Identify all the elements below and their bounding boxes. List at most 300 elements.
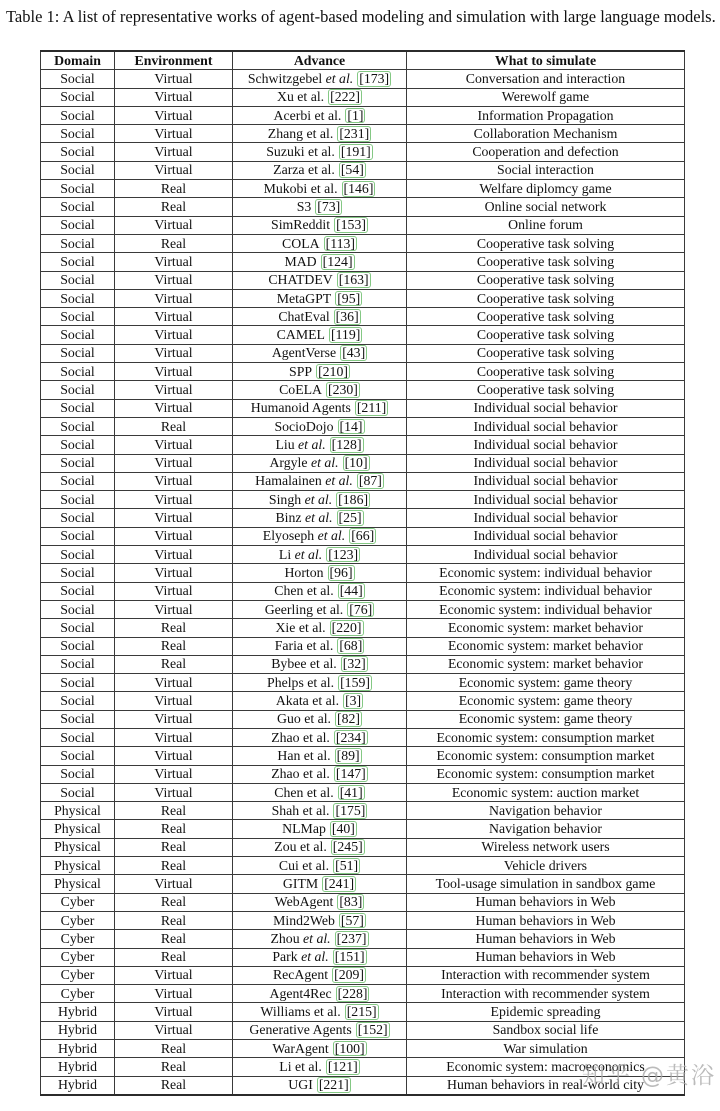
table-row bbox=[41, 143, 685, 161]
table-row bbox=[41, 527, 685, 545]
table-row bbox=[41, 857, 685, 875]
domain-cell: Social bbox=[41, 326, 115, 344]
et-al-text: et al. bbox=[304, 144, 335, 160]
environment-cell: Virtual bbox=[115, 253, 233, 271]
table-row bbox=[41, 381, 685, 399]
what-to-simulate-cell: Human behaviors in Web bbox=[407, 911, 685, 929]
what-to-simulate-cell: Interaction with recommender system bbox=[407, 966, 685, 984]
what-to-simulate-cell: Economic system: market behavior bbox=[407, 619, 685, 637]
table-row bbox=[41, 619, 685, 637]
citation-link[interactable]: [191] bbox=[340, 144, 371, 160]
table-row bbox=[41, 1058, 685, 1076]
table-row bbox=[41, 820, 685, 838]
citation-link[interactable]: [1] bbox=[347, 107, 364, 123]
domain-cell: Social bbox=[41, 363, 115, 381]
citation-link[interactable]: [36] bbox=[335, 308, 359, 324]
what-to-simulate-cell: Epidemic spreading bbox=[407, 1003, 685, 1021]
et-al-text: et al. bbox=[295, 619, 326, 635]
work-name: Bybee bbox=[271, 656, 307, 672]
environment-cell: Real bbox=[115, 911, 233, 929]
citation-link[interactable]: [159] bbox=[340, 674, 370, 690]
environment-cell: Real bbox=[115, 180, 233, 198]
work-name: CAMEL bbox=[276, 327, 325, 343]
domain-cell: Social bbox=[41, 125, 115, 143]
environment-cell: Virtual bbox=[115, 363, 233, 381]
advance-cell bbox=[233, 966, 407, 984]
environment-cell: Virtual bbox=[115, 527, 233, 545]
citation-link[interactable]: [237] bbox=[336, 930, 367, 946]
domain-cell: Social bbox=[41, 88, 115, 106]
citation-link[interactable]: [51] bbox=[335, 857, 359, 873]
environment-cell: Virtual bbox=[115, 308, 233, 326]
table-row bbox=[41, 728, 685, 746]
et-al-text: et al. bbox=[307, 180, 338, 196]
et-al-text: et al. bbox=[293, 89, 325, 105]
advance-cell bbox=[233, 728, 407, 746]
environment-cell: Virtual bbox=[115, 692, 233, 710]
what-to-simulate-cell: Cooperative task solving bbox=[407, 289, 685, 307]
citation-link[interactable]: [40] bbox=[331, 821, 355, 837]
citation-link[interactable]: [228] bbox=[337, 985, 368, 1001]
advance-cell bbox=[233, 930, 407, 948]
domain-cell: Social bbox=[41, 161, 115, 179]
domain-cell: Physical bbox=[41, 802, 115, 820]
table-body bbox=[41, 70, 685, 1095]
work-name: Schwitzgebel bbox=[247, 70, 323, 86]
representative-works-table bbox=[40, 50, 685, 1096]
environment-cell: Real bbox=[115, 655, 233, 673]
domain-cell: Social bbox=[41, 472, 115, 490]
what-to-simulate-cell: Cooperative task solving bbox=[407, 344, 685, 362]
work-name: Suzuki bbox=[266, 144, 305, 160]
et-al-text: et al. bbox=[296, 839, 327, 855]
what-to-simulate-cell: Cooperative task solving bbox=[407, 234, 685, 252]
work-name: Phelps bbox=[267, 674, 304, 690]
domain-cell: Social bbox=[41, 143, 115, 161]
environment-cell: Virtual bbox=[115, 875, 233, 893]
et-al-text: et al. bbox=[311, 107, 342, 123]
work-name: RecAgent bbox=[272, 967, 329, 983]
advance-cell bbox=[233, 948, 407, 966]
domain-cell: Social bbox=[41, 728, 115, 746]
what-to-simulate-cell: Tool-usage simulation in sandbox game bbox=[407, 875, 685, 893]
what-to-simulate-cell: Cooperative task solving bbox=[407, 381, 685, 399]
citation-link[interactable]: [128] bbox=[331, 436, 362, 452]
citation-link[interactable]: [66] bbox=[351, 528, 375, 544]
environment-cell: Real bbox=[115, 417, 233, 435]
what-to-simulate-cell: Economic system: macroeconomics bbox=[407, 1058, 685, 1076]
citation-link[interactable]: [96] bbox=[329, 564, 353, 580]
environment-cell: Virtual bbox=[115, 564, 233, 582]
citation-link[interactable]: [32] bbox=[342, 656, 366, 672]
table-row bbox=[41, 509, 685, 527]
domain-cell: Hybrid bbox=[41, 1040, 115, 1058]
citation-link[interactable]: [25] bbox=[338, 510, 362, 526]
table-row bbox=[41, 600, 685, 618]
citation-link[interactable]: [123] bbox=[328, 546, 359, 562]
table-row bbox=[41, 582, 685, 600]
advance-cell bbox=[233, 289, 407, 307]
citation-link[interactable]: [220] bbox=[331, 619, 362, 635]
table-row bbox=[41, 1003, 685, 1021]
what-to-simulate-cell: Individual social behavior bbox=[407, 527, 685, 545]
advance-cell bbox=[233, 600, 407, 618]
table-row bbox=[41, 1076, 685, 1095]
work-name: NLMap bbox=[282, 821, 326, 837]
what-to-simulate-cell: Cooperative task solving bbox=[407, 326, 685, 344]
citation-link[interactable]: [41] bbox=[339, 784, 363, 800]
advance-cell bbox=[233, 710, 407, 728]
et-al-text: et al. bbox=[301, 510, 333, 526]
table-row bbox=[41, 1021, 685, 1039]
environment-cell: Virtual bbox=[115, 106, 233, 124]
citation-link[interactable]: [152] bbox=[357, 1022, 388, 1038]
citation-link[interactable]: [83] bbox=[339, 894, 363, 910]
environment-cell: Real bbox=[115, 1076, 233, 1095]
environment-cell: Real bbox=[115, 820, 233, 838]
et-al-text: et al. bbox=[308, 693, 340, 709]
table-row bbox=[41, 472, 685, 490]
et-al-text: et al. bbox=[300, 711, 332, 727]
advance-cell bbox=[233, 655, 407, 673]
domain-cell: Social bbox=[41, 70, 115, 88]
work-name: Mukobi bbox=[263, 180, 308, 196]
advance-cell bbox=[233, 399, 407, 417]
advance-cell bbox=[233, 143, 407, 161]
what-to-simulate-cell: Collaboration Mechanism bbox=[407, 125, 685, 143]
citation-link[interactable]: [221] bbox=[318, 1077, 349, 1093]
domain-cell: Social bbox=[41, 454, 115, 472]
work-name: Liu bbox=[275, 436, 295, 452]
table-row bbox=[41, 783, 685, 801]
citation-link[interactable]: [87] bbox=[358, 473, 382, 489]
what-to-simulate-cell: Individual social behavior bbox=[407, 454, 685, 472]
environment-cell: Virtual bbox=[115, 546, 233, 564]
environment-cell: Virtual bbox=[115, 985, 233, 1003]
citation-link[interactable]: [173] bbox=[359, 70, 390, 86]
work-name: UGI bbox=[288, 1077, 313, 1093]
citation-link[interactable]: [76] bbox=[349, 601, 373, 617]
table-row bbox=[41, 802, 685, 820]
what-to-simulate-cell: Economic system: game theory bbox=[407, 710, 685, 728]
table-row bbox=[41, 88, 685, 106]
citation-link[interactable]: [119] bbox=[330, 327, 361, 343]
work-name: Xie bbox=[275, 619, 296, 635]
advance-cell bbox=[233, 1076, 407, 1095]
environment-cell: Virtual bbox=[115, 1021, 233, 1039]
domain-cell: Social bbox=[41, 710, 115, 728]
environment-cell: Virtual bbox=[115, 966, 233, 984]
domain-cell: Hybrid bbox=[41, 1076, 115, 1095]
citation-link[interactable]: [10] bbox=[344, 455, 368, 471]
advance-cell bbox=[233, 381, 407, 399]
citation-link[interactable]: [44] bbox=[339, 583, 363, 599]
domain-cell: Social bbox=[41, 289, 115, 307]
citation-link[interactable]: [43] bbox=[342, 345, 366, 361]
et-al-text: et al. bbox=[300, 747, 331, 763]
et-al-text: et al. bbox=[299, 802, 330, 818]
advance-cell bbox=[233, 216, 407, 234]
advance-cell bbox=[233, 271, 407, 289]
table-row bbox=[41, 399, 685, 417]
citation-link[interactable]: [241] bbox=[324, 876, 355, 891]
environment-cell: Virtual bbox=[115, 710, 233, 728]
what-to-simulate-cell: Individual social behavior bbox=[407, 472, 685, 490]
advance-cell bbox=[233, 1040, 407, 1058]
domain-cell: Social bbox=[41, 509, 115, 527]
work-name: ChatEval bbox=[278, 308, 330, 324]
what-to-simulate-cell: Welfare diplomcy game bbox=[407, 180, 685, 198]
what-to-simulate-cell: Economic system: individual behavior bbox=[407, 582, 685, 600]
domain-cell: Social bbox=[41, 180, 115, 198]
table-row bbox=[41, 747, 685, 765]
et-al-text: et al. bbox=[306, 656, 337, 672]
work-name: Agent4Rec bbox=[269, 985, 332, 1001]
what-to-simulate-cell: Economic system: consumption market bbox=[407, 765, 685, 783]
advance-cell bbox=[233, 161, 407, 179]
table-row bbox=[41, 692, 685, 710]
table-row bbox=[41, 838, 685, 856]
what-to-simulate-cell: Human behaviors in real-world city bbox=[407, 1076, 685, 1095]
environment-cell: Virtual bbox=[115, 88, 233, 106]
citation-link[interactable]: [82] bbox=[337, 711, 361, 727]
work-name: Generative Agents bbox=[249, 1022, 352, 1038]
table-row bbox=[41, 289, 685, 307]
domain-cell: Social bbox=[41, 637, 115, 655]
table-row bbox=[41, 948, 685, 966]
citation-link[interactable]: [151] bbox=[334, 949, 365, 965]
advance-cell bbox=[233, 893, 407, 911]
environment-cell: Real bbox=[115, 1058, 233, 1076]
domain-cell: Social bbox=[41, 582, 115, 600]
work-name: Binz bbox=[275, 510, 302, 526]
table-row bbox=[41, 234, 685, 252]
domain-cell: Social bbox=[41, 271, 115, 289]
table-row bbox=[41, 180, 685, 198]
col-header-environment: Environment bbox=[115, 51, 233, 70]
advance-cell bbox=[233, 253, 407, 271]
domain-cell: Social bbox=[41, 692, 115, 710]
table-row bbox=[41, 326, 685, 344]
citation-link[interactable]: [121] bbox=[327, 1058, 358, 1074]
environment-cell: Virtual bbox=[115, 216, 233, 234]
environment-cell: Virtual bbox=[115, 326, 233, 344]
advance-cell bbox=[233, 674, 407, 692]
environment-cell: Virtual bbox=[115, 783, 233, 801]
header-row bbox=[41, 51, 685, 70]
environment-cell: Virtual bbox=[115, 399, 233, 417]
environment-cell: Virtual bbox=[115, 436, 233, 454]
col-header-domain: Domain bbox=[41, 51, 115, 70]
domain-cell: Social bbox=[41, 234, 115, 252]
work-name: Park bbox=[272, 949, 298, 965]
citation-link[interactable]: [245] bbox=[332, 839, 363, 855]
et-al-text: et al. bbox=[303, 583, 334, 599]
citation-link[interactable]: [100] bbox=[334, 1040, 365, 1056]
advance-cell bbox=[233, 1058, 407, 1076]
work-name: Han bbox=[277, 747, 301, 763]
citation-link[interactable]: [186] bbox=[338, 491, 369, 507]
watermark: 知乎 @黄浴 bbox=[581, 1063, 716, 1089]
table-row bbox=[41, 308, 685, 326]
environment-cell: Real bbox=[115, 948, 233, 966]
work-name: MAD bbox=[284, 253, 317, 269]
citation-link[interactable]: [54] bbox=[340, 162, 364, 178]
environment-cell: Real bbox=[115, 857, 233, 875]
table-row bbox=[41, 271, 685, 289]
advance-cell bbox=[233, 70, 407, 88]
advance-cell bbox=[233, 454, 407, 472]
citation-link[interactable]: [175] bbox=[335, 802, 366, 818]
work-name: Guo bbox=[276, 711, 301, 727]
et-al-text: et al. bbox=[322, 70, 354, 86]
citation-link[interactable]: [209] bbox=[334, 967, 365, 983]
what-to-simulate-cell: Economic system: individual behavior bbox=[407, 600, 685, 618]
what-to-simulate-cell: Individual social behavior bbox=[407, 509, 685, 527]
domain-cell: Social bbox=[41, 747, 115, 765]
work-name: Zou bbox=[274, 839, 297, 855]
citation-link[interactable]: [146] bbox=[343, 180, 374, 196]
domain-cell: Social bbox=[41, 436, 115, 454]
table-row bbox=[41, 106, 685, 124]
what-to-simulate-cell: Conversation and interaction bbox=[407, 70, 685, 88]
domain-cell: Social bbox=[41, 783, 115, 801]
citation-link[interactable]: [230] bbox=[328, 381, 358, 397]
what-to-simulate-cell: War simulation bbox=[407, 1040, 685, 1058]
citation-link[interactable]: [210] bbox=[318, 363, 348, 379]
advance-cell bbox=[233, 857, 407, 875]
domain-cell: Social bbox=[41, 198, 115, 216]
table-row bbox=[41, 253, 685, 271]
table-row bbox=[41, 344, 685, 362]
table-row bbox=[41, 417, 685, 435]
citation-link[interactable]: [124] bbox=[322, 253, 353, 269]
what-to-simulate-cell: Human behaviors in Web bbox=[407, 930, 685, 948]
environment-cell: Virtual bbox=[115, 765, 233, 783]
table-row bbox=[41, 70, 685, 88]
environment-cell: Real bbox=[115, 838, 233, 856]
et-al-text: et al. bbox=[313, 601, 344, 617]
environment-cell: Virtual bbox=[115, 70, 233, 88]
work-name: SocioDojo bbox=[274, 418, 334, 434]
work-name: CoELA bbox=[279, 381, 323, 397]
table-row bbox=[41, 436, 685, 454]
work-name: Li bbox=[279, 1058, 292, 1074]
work-name: WebAgent bbox=[274, 894, 334, 910]
domain-cell: Cyber bbox=[41, 911, 115, 929]
citation-link[interactable]: [68] bbox=[339, 638, 363, 654]
work-name: AgentVerse bbox=[271, 345, 337, 361]
domain-cell: Physical bbox=[41, 857, 115, 875]
table-row bbox=[41, 911, 685, 929]
work-name: Cui bbox=[278, 857, 299, 873]
citation-link[interactable]: [153] bbox=[336, 217, 366, 233]
citation-link[interactable]: [95] bbox=[337, 290, 361, 306]
citation-link[interactable]: [211] bbox=[356, 400, 387, 416]
work-name: GITM bbox=[282, 876, 319, 891]
advance-cell bbox=[233, 344, 407, 362]
advance-cell bbox=[233, 88, 407, 106]
work-name: Horton bbox=[284, 564, 324, 580]
citation-link[interactable]: [73] bbox=[317, 199, 341, 215]
citation-link[interactable]: [215] bbox=[346, 1004, 377, 1020]
citation-link[interactable]: [14] bbox=[339, 418, 363, 434]
environment-cell: Real bbox=[115, 619, 233, 637]
what-to-simulate-cell: Individual social behavior bbox=[407, 417, 685, 435]
table-row bbox=[41, 674, 685, 692]
advance-cell bbox=[233, 436, 407, 454]
citation-link[interactable]: [113] bbox=[325, 235, 355, 251]
citation-link[interactable]: [163] bbox=[338, 272, 369, 288]
work-name: Mind2Web bbox=[273, 912, 335, 928]
work-name: MetaGPT bbox=[276, 290, 332, 306]
advance-cell bbox=[233, 326, 407, 344]
work-name: Singh bbox=[268, 491, 302, 507]
environment-cell: Virtual bbox=[115, 289, 233, 307]
domain-cell: Physical bbox=[41, 875, 115, 893]
work-name: WarAgent bbox=[272, 1040, 329, 1056]
citation-link[interactable]: [231] bbox=[339, 125, 370, 141]
domain-cell: Social bbox=[41, 491, 115, 509]
advance-cell bbox=[233, 308, 407, 326]
what-to-simulate-cell: Individual social behavior bbox=[407, 546, 685, 564]
advance-cell bbox=[233, 198, 407, 216]
domain-cell: Social bbox=[41, 216, 115, 234]
domain-cell: Social bbox=[41, 765, 115, 783]
work-name: Argyle bbox=[269, 455, 308, 471]
environment-cell: Virtual bbox=[115, 674, 233, 692]
citation-link[interactable]: [222] bbox=[330, 89, 361, 105]
what-to-simulate-cell: Individual social behavior bbox=[407, 436, 685, 454]
advance-cell bbox=[233, 491, 407, 509]
what-to-simulate-cell: Online forum bbox=[407, 216, 685, 234]
advance-cell bbox=[233, 911, 407, 929]
work-name: Faria bbox=[274, 638, 304, 654]
environment-cell: Virtual bbox=[115, 728, 233, 746]
work-name: Zhao bbox=[271, 766, 300, 782]
citation-link[interactable]: [147] bbox=[335, 766, 366, 782]
table-row bbox=[41, 655, 685, 673]
et-al-text: et al. bbox=[303, 638, 334, 654]
domain-cell: Social bbox=[41, 564, 115, 582]
environment-cell: Virtual bbox=[115, 472, 233, 490]
citation-link[interactable]: [3] bbox=[345, 693, 362, 709]
et-al-text: et al. bbox=[307, 455, 339, 471]
what-to-simulate-cell: Economic system: game theory bbox=[407, 674, 685, 692]
domain-cell: Social bbox=[41, 399, 115, 417]
citation-link[interactable]: [89] bbox=[336, 747, 360, 763]
environment-cell: Virtual bbox=[115, 1003, 233, 1021]
domain-cell: Social bbox=[41, 619, 115, 637]
what-to-simulate-cell: Sandbox social life bbox=[407, 1021, 685, 1039]
work-name: Akata bbox=[275, 693, 309, 709]
advance-cell bbox=[233, 802, 407, 820]
work-name: Zhao bbox=[271, 729, 300, 745]
advance-cell bbox=[233, 783, 407, 801]
advance-cell bbox=[233, 472, 407, 490]
citation-link[interactable]: [234] bbox=[335, 729, 366, 745]
environment-cell: Virtual bbox=[115, 454, 233, 472]
et-al-text: et al. bbox=[321, 473, 353, 489]
advance-cell bbox=[233, 180, 407, 198]
domain-cell: Cyber bbox=[41, 930, 115, 948]
table-row bbox=[41, 125, 685, 143]
advance-cell bbox=[233, 363, 407, 381]
advance-cell bbox=[233, 820, 407, 838]
et-al-text: et al. bbox=[297, 949, 329, 965]
citation-link[interactable]: [57] bbox=[340, 912, 364, 928]
table-row bbox=[41, 893, 685, 911]
